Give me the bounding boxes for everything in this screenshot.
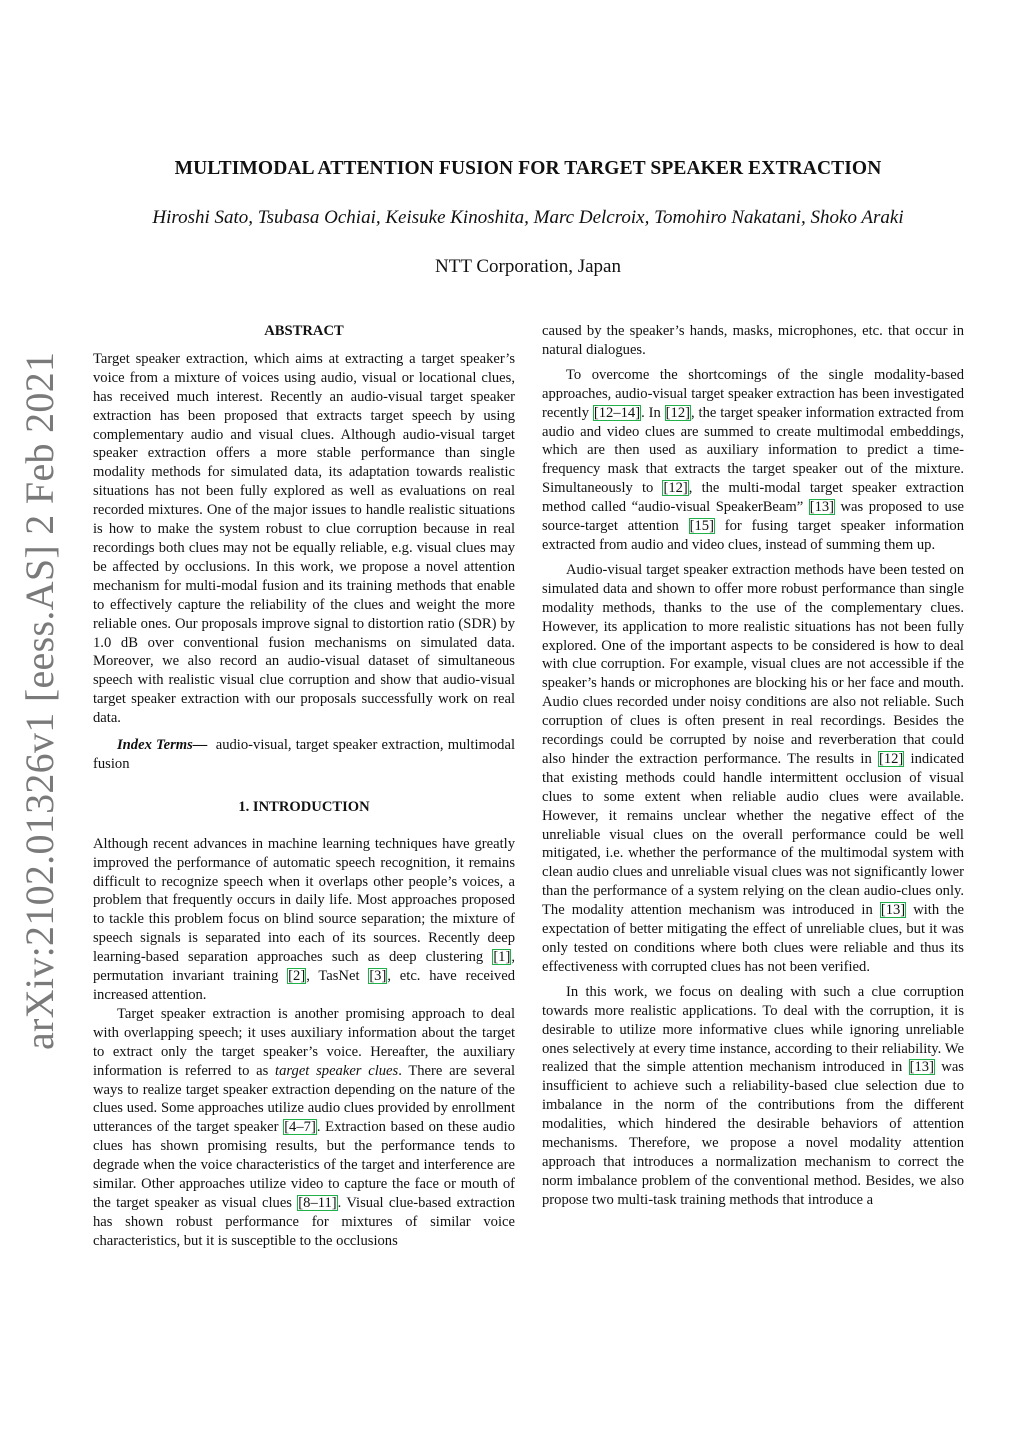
text-run: . Extraction based on these audio clues has shown promising results, but the performance tends to degrade when the voice characteristics of the target and interference are similar. Other approaches utilize video to capture the face or mouth of the target speaker as visual clues [93, 1119, 515, 1211]
intro-paragraph-2 [93, 1005, 515, 1251]
text-run: , the multi-modal target speaker extraction method called “audio-visual SpeakerBeam” [542, 480, 964, 516]
text-run: with the expectation of better mitigating the effect of unreliable clues, but it was only tested on conditions where both clues were reliable and thus its effectiveness with corrupted clues has not been verified. [542, 902, 965, 975]
citation-link[interactable]: [1] [493, 949, 511, 966]
citation-link[interactable]: [2] [288, 968, 306, 985]
text-run: , the target speaker information extracted from audio and video clues are summed to create multimodal embeddings, which are then used as auxiliary information to predict a time-frequency mask that extracts the target speaker out of the mixture. Simultaneously to [542, 404, 964, 497]
citation-link[interactable]: [12] [878, 750, 904, 767]
right-paragraph-3 [542, 561, 964, 977]
text-run: Although recent advances in machine learning techniques have greatly improved the performance of automatic speech recognition, it remains difficult to recognize speech when it overlaps other people’s voices, a problem that frequently occurs in daily life. Most approaches proposed to tackle this problem focus on blind source separation; the mixture of speech signals is separated into each of its sources. Recently deep learning-based separation approaches such as deep clustering [93, 835, 515, 966]
left-column [93, 322, 515, 1251]
text-run: Audio-visual target speaker extraction methods have been tested on simulated data and shown to offer more robust performance than single modality methods, thanks to the use of the complementary clues. However, its application to more realistic situations has not been fully explored. One of the important aspects to be considered is how to deal with clue corruption. For example, visual clues are not accessible if the speaker’s hands or microphones are blocking his or her face and mouth. Audio clues recorded under noisy conditions are also not reliable. Such corruption of clues is often present in real recordings. Besides the recordings could be corrupted by noise and reverberation that could also hinder the extraction performance. The results in [542, 561, 964, 767]
affiliation: NTT Corporation, Japan [435, 256, 621, 277]
abstract-text: Target speaker extraction, which aims at extracting a target speaker’s voice from a mixture of voices using audio, visual or locational clues, has received much interest. Recently an audio-visual target speaker extraction has been proposed that extracts target speech by using complementary audio and visual clues. Although audio-visual target speaker extraction offers a more stable performance than single modality methods for simulated data, its adaptation towards realistic situations has not been fully explored as well as evaluations on real recorded mixtures. One of the major issues to handle realistic situations is how to make the system robust to clue corruption because in real recordings both clues may not be equally reliable, e.g. visual clues may be affected by occlusions. In this work, we propose a novel attention mechanism for multi-modal fusion and its training methods that enable to effectively capture the reliability of the clues and weight the more reliable ones. Our proposals improve signal to distortion ratio (SDR) by 1.0 dB over conventional fusion mechanisms on simulated data. Moreover, we also record an audio-visual dataset of simultaneous speech with realistic visual clue corruption and show that audio-visual target speaker extraction with our proposals successfully work on real data. [93, 350, 515, 727]
text-run: , permutation invariant training [93, 949, 515, 985]
citation-link[interactable]: [12] [665, 404, 690, 421]
text-run: , etc. have received increased attention. [93, 968, 516, 1003]
emphasis-term: target speaker clues [275, 1062, 399, 1079]
citation-link[interactable]: [8–11] [298, 1194, 337, 1211]
text-run: Target speaker extraction is another promising approach to deal with overlapping speech; it uses auxiliary information about the target to extract only the target speaker’s voice. Hereafter, the auxiliary information is referred to as [93, 1005, 515, 1079]
citation-link[interactable]: [12–14] [593, 404, 641, 421]
index-terms-text: audio-visual, target speaker extraction, multimodal fusion [93, 737, 515, 772]
right-column [542, 322, 964, 1210]
arxiv-identifier[interactable]: arXiv:2102.01326v1 [eess.AS] 2 Feb 2021 [17, 351, 62, 1050]
citation-link[interactable]: [13] [809, 499, 835, 516]
citation-link[interactable]: [13] [880, 902, 906, 919]
text-run: . In [641, 404, 665, 421]
right-paragraph-1: caused by the speaker’s hands, masks, microphones, etc. that occur in natural dialogues. [542, 323, 964, 358]
text-run: was insufficient to achieve such a reliability-based clue selection due to imbalance in the norm of the contributions from the different modalities, which hindered the desirable behaviors of attention mechanisms. Therefore, we propose a novel modality attention approach that introduces a normalization mechanism to correct the norm imbalance problem of the conventional method. Besides, we also propose two multi-task training methods that introduce a [542, 1059, 964, 1208]
text-run: In this work, we focus on dealing with such a clue corruption towards more realistic applications. To deal with the corruption, it is desirable to utilize more informative clues while ignoring unreliable ones selectively at every time instance, according to their reliability. We realized that the simple attention mechanism introduced in [542, 983, 964, 1076]
author-list: Hiroshi Sato, Tsubasa Ochiai, Keisuke Kinoshita, Marc Delcroix, Tomohiro Nakatani, Shoko Araki [152, 207, 904, 228]
citation-link[interactable]: [13] [909, 1059, 934, 1076]
paper-title: MULTIMODAL ATTENTION FUSION FOR TARGET SPEAKER EXTRACTION [174, 158, 882, 179]
citation-link[interactable]: [12] [663, 480, 688, 497]
text-run: for fusing target speaker information extracted from audio and video clues, instead of summing them up. [542, 518, 964, 553]
citation-link[interactable]: [4–7] [284, 1119, 316, 1136]
citation-link[interactable]: [15] [689, 518, 714, 535]
text-run: . There are several ways to realize target speaker extraction depending on the nature of the clues used. Some approaches utilize audio clues provided by enrollment utterances of the target speaker [93, 1062, 515, 1136]
intro-heading: 1. INTRODUCTION [238, 798, 370, 815]
text-run: was proposed to use source-target attention [542, 499, 964, 535]
abstract-heading: ABSTRACT [264, 323, 344, 339]
intro-paragraph-1 [93, 835, 515, 1005]
right-paragraph-2 [542, 366, 964, 555]
citation-link[interactable]: [3] [369, 968, 387, 985]
text-run: , TasNet [306, 968, 369, 985]
index-terms-label: Index Terms— [117, 737, 208, 754]
right-paragraph-4 [542, 983, 964, 1210]
text-run: indicated that existing methods could handle intermittent occlusion of visual clues to some extent when reliable audio clues were available. However, it remains unclear whether the negative effect of the unreliable visual clues on the overall performance could be well mitigated, i.e. whether the performance of the multimodal system with clean audio clues and unreliable visual clues was not significantly lower than the performance of a system relying on the clean audio-clues only. The modality attention mechanism was introduced in [542, 750, 964, 919]
text-run: To overcome the shortcomings of the single modality-based approaches, audio-visual target speaker extraction has been investigated recently [542, 366, 964, 421]
index-terms [93, 736, 515, 774]
text-run: . Visual clue-based extraction has shown robust performance for mixtures of similar voice characteristics, but it is susceptible to the occlusions [93, 1194, 515, 1249]
